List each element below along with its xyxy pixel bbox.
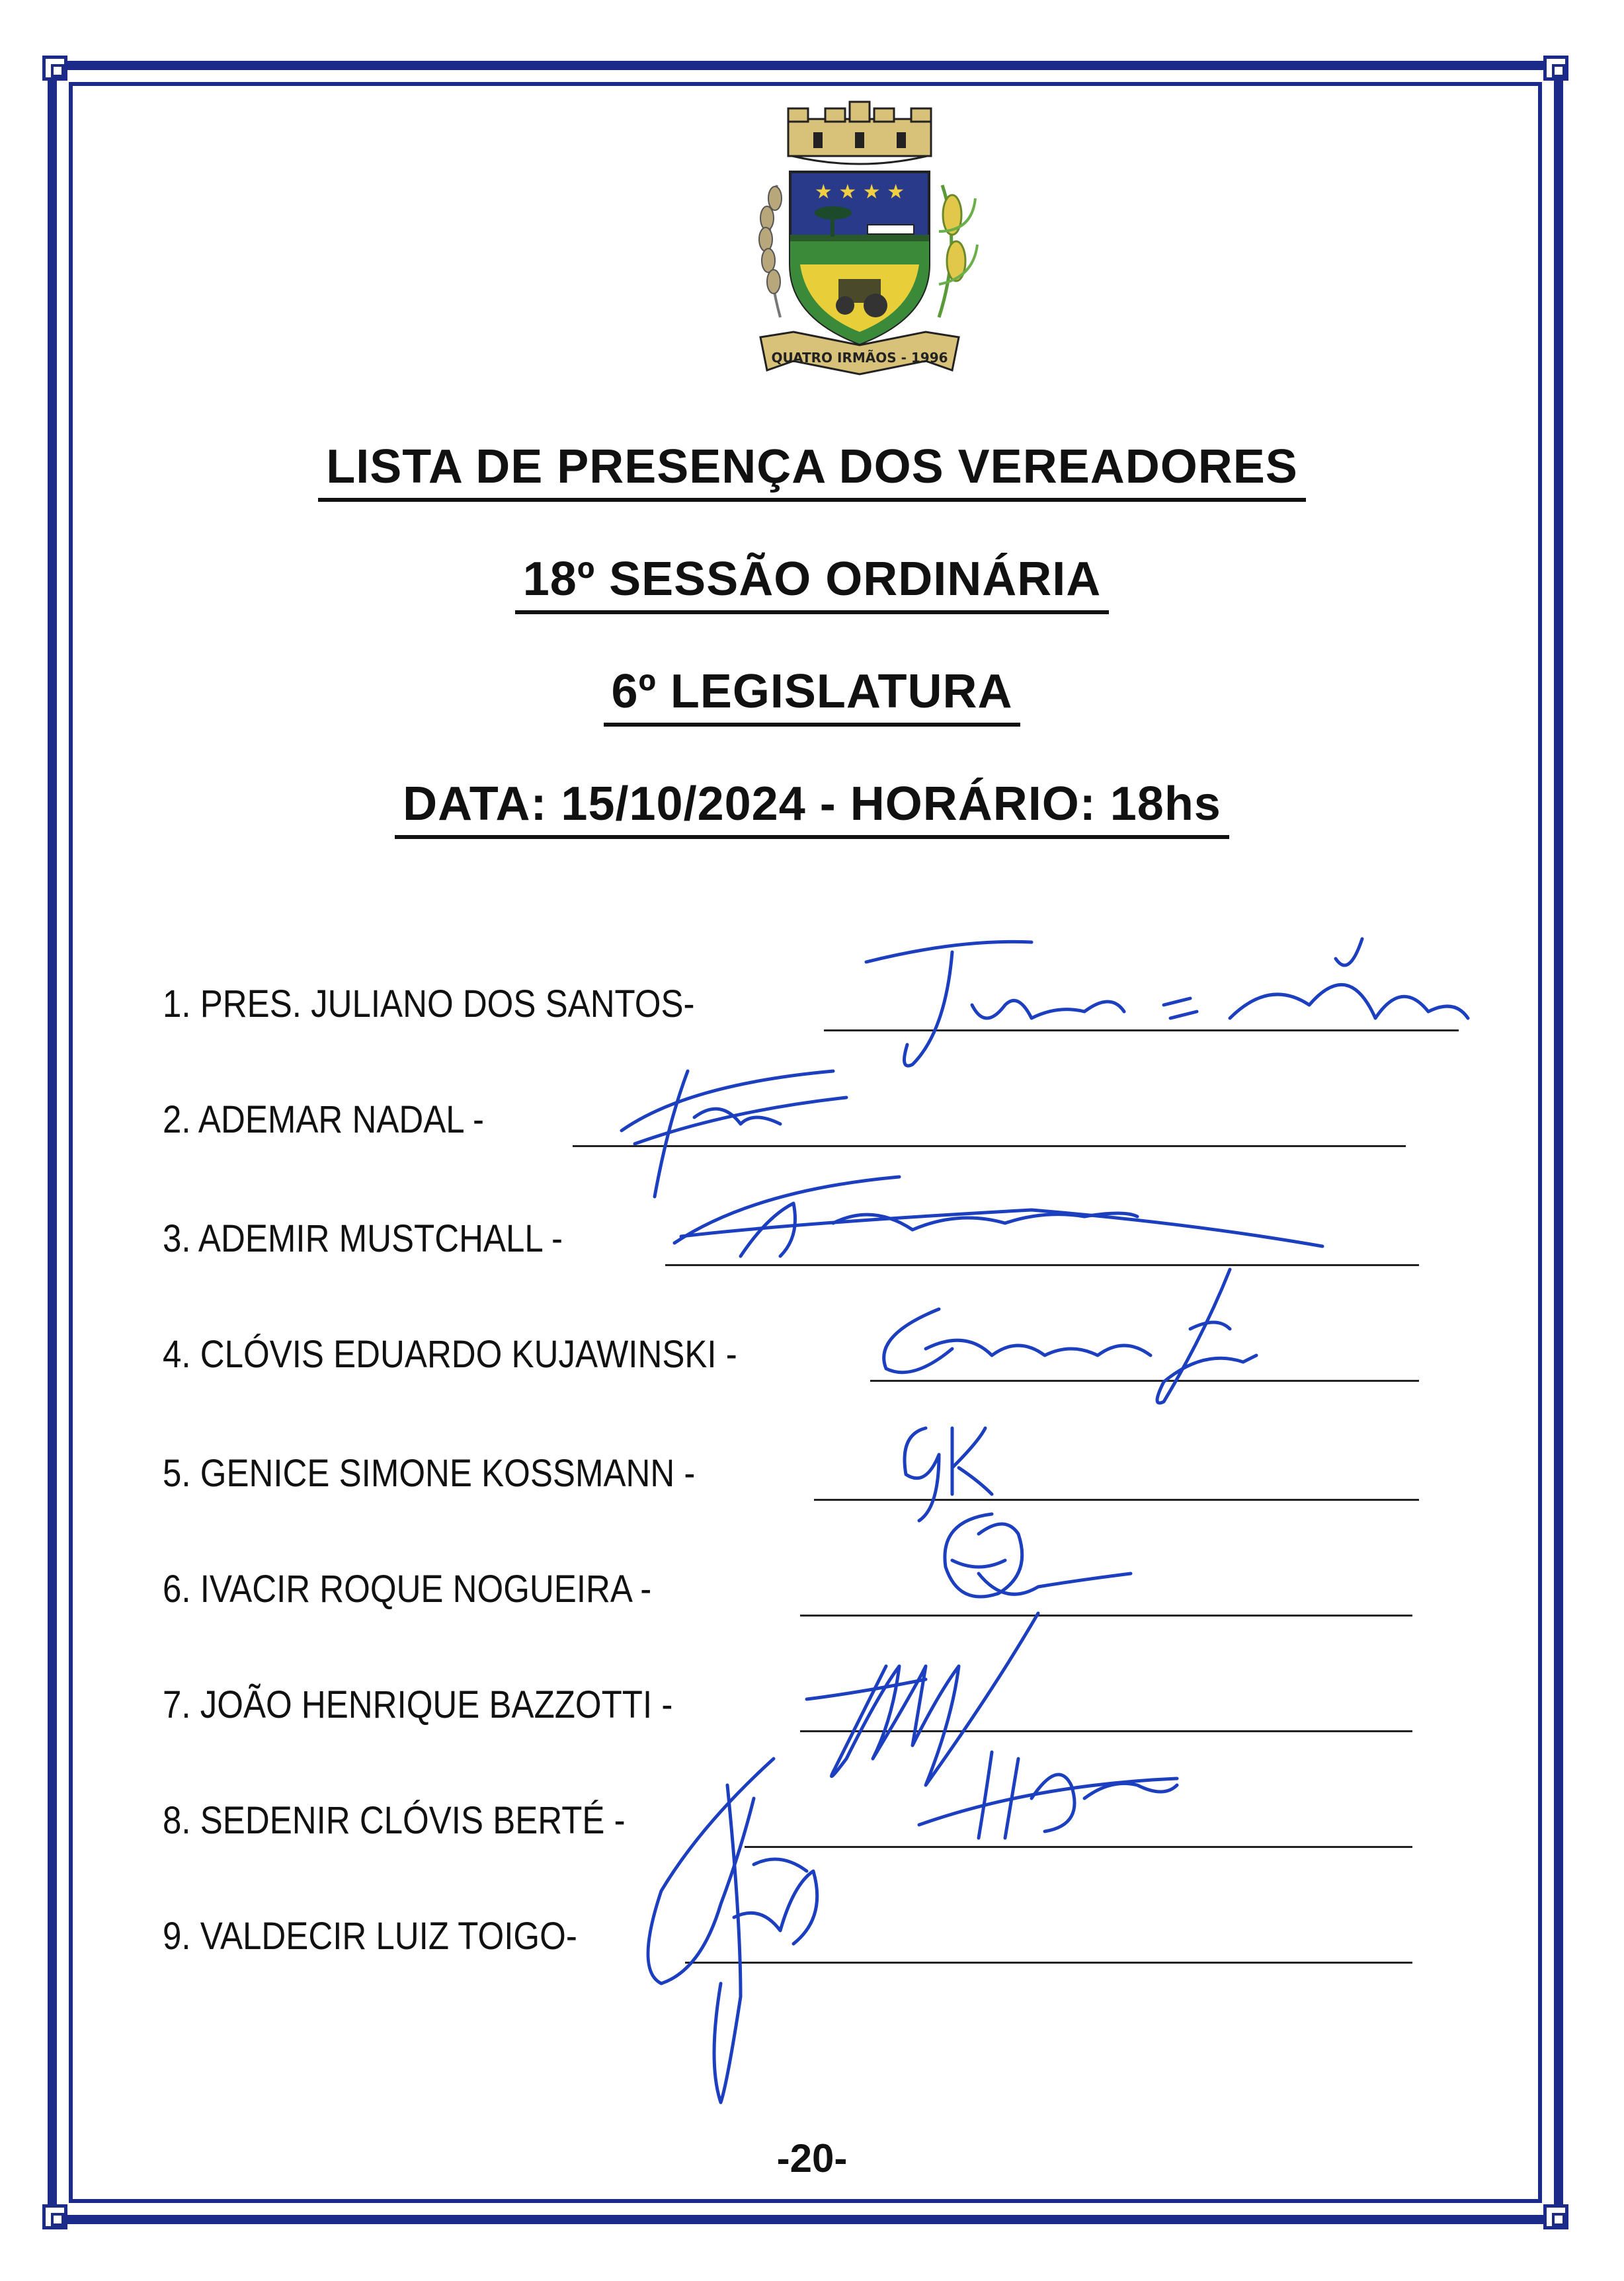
attendee-name: 9. VALDECIR LUIZ TOIGO-: [163, 1915, 577, 1958]
attendee-name: 5. GENICE SIMONE KOSSMANN -: [163, 1452, 696, 1495]
legislature-title: 6º LEGISLATURA: [0, 664, 1624, 727]
signature-line: [745, 1846, 1412, 1848]
signature-line: [870, 1380, 1419, 1382]
frame-corner-bottom-right: [1543, 2204, 1568, 2229]
svg-text:★ ★ ★ ★: ★ ★ ★ ★: [814, 180, 905, 204]
attendee-name: 1. PRES. JULIANO DOS SANTOS-: [163, 982, 695, 1025]
mural-crown-icon: [788, 102, 931, 164]
wheat-icon: [759, 185, 782, 317]
attendee-name: 8. SEDENIR CLÓVIS BERTÉ -: [163, 1799, 626, 1842]
date-time-line: DATA: 15/10/2024 - HORÁRIO: 18hs: [0, 777, 1624, 839]
signature-line: [800, 1615, 1412, 1617]
attendee-row-8: [163, 1799, 1412, 1848]
shield-icon: [790, 172, 929, 344]
crest-banner-text: QUATRO IRMÃOS - 1996: [771, 350, 948, 366]
signature-line: [685, 1962, 1412, 1964]
attendee-row-4: [163, 1333, 1419, 1382]
signature-line: [573, 1145, 1406, 1147]
attendee-name: 2. ADEMAR NADAL -: [163, 1098, 484, 1141]
attendee-row-2: [163, 1098, 1406, 1147]
page-number: -20-: [776, 2136, 848, 2181]
corn-icon: [939, 185, 977, 317]
attendee-name: 6. IVACIR ROQUE NOGUEIRA -: [163, 1568, 652, 1611]
signature-line: [665, 1264, 1419, 1266]
attendee-row-3: [163, 1217, 1419, 1266]
attendee-name: 3. ADEMIR MUSTCHALL -: [163, 1217, 563, 1260]
frame-corner-top-left: [42, 56, 67, 81]
signature-line: [824, 1029, 1459, 1031]
frame-corner-bottom-left: [42, 2204, 67, 2229]
signature-line: [814, 1499, 1419, 1501]
attendee-row-9: [163, 1917, 1412, 1964]
session-title: 18º SESSÃO ORDINÁRIA: [0, 552, 1624, 614]
signature-line: [800, 1730, 1412, 1732]
document-title: LISTA DE PRESENÇA DOS VEREADORES: [0, 440, 1624, 502]
attendee-row-6: [163, 1570, 1412, 1617]
frame-corner-top-right: [1543, 56, 1568, 81]
attendee-row-7: [163, 1683, 1412, 1732]
attendee-row-5: [163, 1452, 1419, 1501]
attendee-row-1: [163, 982, 1472, 1031]
attendee-name: 7. JOÃO HENRIQUE BAZZOTTI -: [163, 1683, 673, 1726]
attendee-name: 4. CLÓVIS EDUARDO KUJAWINSKI -: [163, 1333, 737, 1376]
municipal-crest-logo: [714, 99, 1005, 390]
